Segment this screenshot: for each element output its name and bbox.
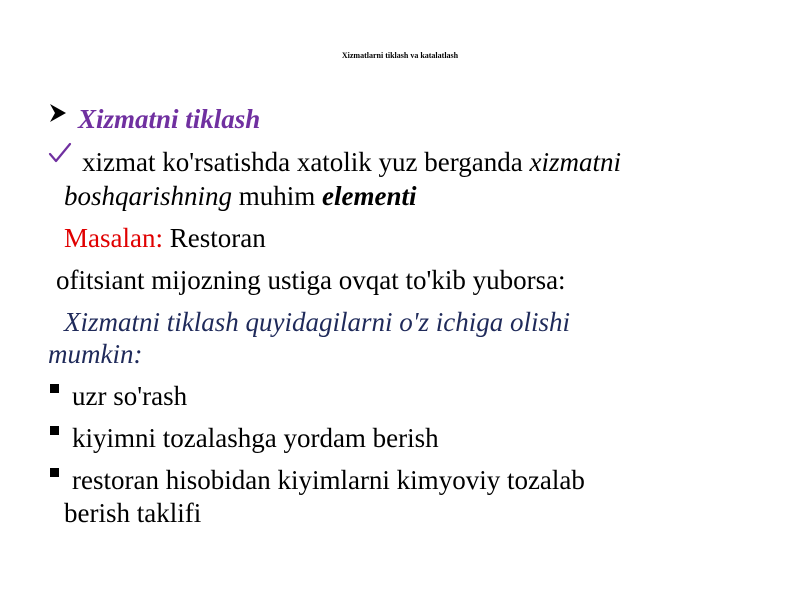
square-bullet-icon <box>50 384 59 393</box>
check-text-italic: xizmatni <box>529 147 621 177</box>
square-bullet-icon <box>50 426 59 435</box>
check-line-2-italic: boshqarishning <box>64 181 233 211</box>
check-line-1 <box>82 146 621 178</box>
list-item-line-1: restoran hisobidan kiyimlarni kimyoviy tozalab <box>72 465 585 495</box>
check-line-2-plain: muhim <box>232 181 323 211</box>
check-text: xizmat ko'rsatishda xatolik yuz berganda <box>82 147 530 177</box>
recovery-intro-line-2: mumkin: <box>48 339 143 369</box>
section-heading: Xizmatni tiklash <box>78 104 261 134</box>
example-line <box>64 222 266 254</box>
example-text: Restoran <box>162 223 266 253</box>
list-item: kiyimni tozalashga yordam berish <box>72 423 439 453</box>
list-item-line-2: berish taklifi <box>64 498 202 528</box>
check-line-2-emphasis: elementi <box>322 181 417 211</box>
arrow-bullet-icon <box>49 103 67 123</box>
situation-line: ofitsiant mijozning ustiga ovqat to'kib yuborsa: <box>56 265 566 295</box>
checkmark-icon <box>48 141 72 165</box>
check-line-2 <box>64 180 417 212</box>
square-bullet-icon <box>50 468 59 477</box>
example-label: Masalan: <box>64 223 163 253</box>
slide-title: Xizmatlarni tiklash va katalatlash <box>341 51 459 60</box>
list-item: uzr so'rash <box>72 381 188 411</box>
recovery-intro-line-1: Xizmatni tiklash quyidagilarni o'z ichiga olishi <box>64 307 571 337</box>
